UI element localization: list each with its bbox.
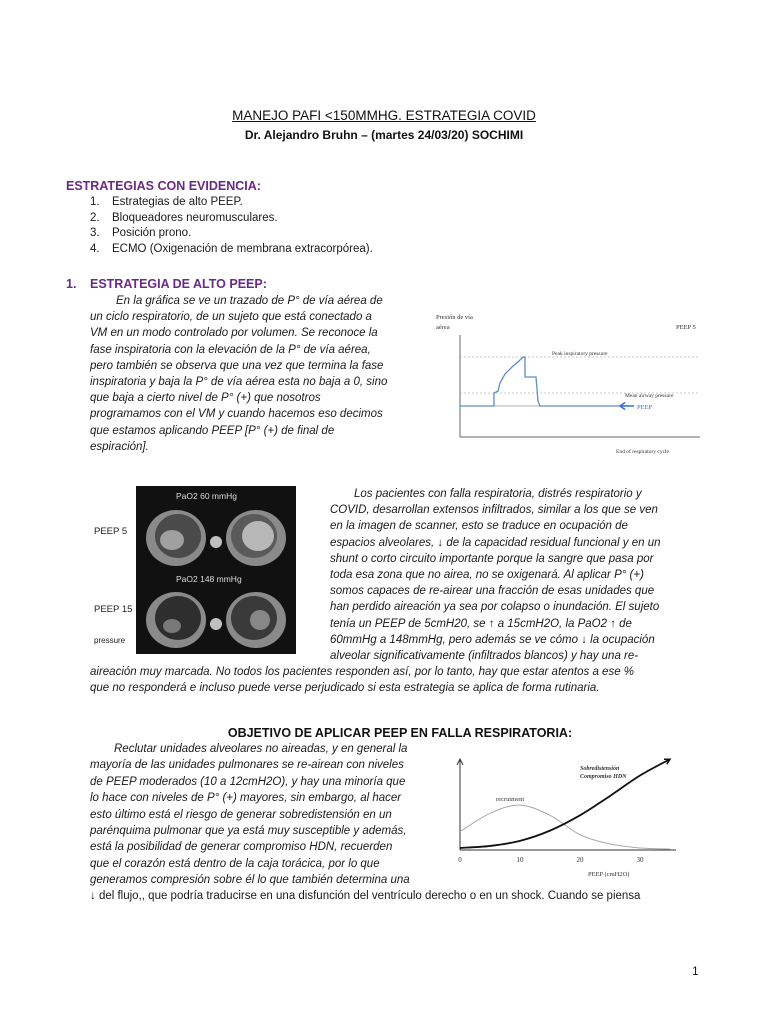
recruitment-curve: [460, 805, 670, 849]
peep-arrow-icon: [620, 403, 634, 410]
text-line: alveolar significativamente (infiltrados blancos) y hay una re-: [330, 650, 639, 663]
text-line: que estamos aplicando PEEP [P° (+) de final de: [90, 424, 335, 437]
document-title: MANEJO PAFI <150MMHG. ESTRATEGIA COVID: [232, 108, 536, 123]
y-label-1: Presión de vía: [436, 314, 473, 321]
text-line: generamos compresión sobre él lo que también determina una: [90, 874, 410, 887]
text-line: somos capaces de re-airear una fracción de esas unidades que: [330, 585, 655, 598]
peep-level-label: PEEP 5: [676, 324, 696, 331]
x-tick-label: 20: [576, 856, 584, 864]
text-line: fase inspiratoria con la elevación de la P° de vía aérea,: [90, 343, 371, 356]
pao2-label-1: PaO2 60 mmHg: [176, 491, 237, 501]
text-line: en la imagen de scanner, esto se traduce en ocupación de: [330, 520, 628, 533]
airway-pressure-figure: [430, 305, 720, 460]
evidence-list: [90, 195, 373, 257]
overdistension-curve: [460, 759, 670, 848]
evidence-heading: ESTRATEGIAS CON EVIDENCIA:: [66, 179, 261, 193]
list-item: 3. Posición prono.: [90, 227, 192, 239]
hemodynamic-label: Compromiso HDN: [580, 774, 627, 780]
text-line: programamos con el VM y cuando hacemos eso decimos: [90, 408, 383, 421]
text-line: inspiratoria y baja la P° de vía aérea esta no baja a 0, sino: [90, 376, 388, 389]
text-line: espiración].: [90, 440, 149, 453]
text-line: que el corazón está dentro de la caja torácica, por lo que: [90, 857, 380, 870]
list-item: 1. Estrategias de alto PEEP.: [90, 196, 243, 208]
text-line: de PEEP moderados (10 a 12cmH2O), y hay una minoría que: [90, 775, 406, 788]
text-line: Los pacientes con falla respiratoria, distrés respiratorio y: [354, 488, 642, 500]
text-line: aireación muy marcada. No todos los pacientes responden así, por lo tanto, hay que estar atentos a ese %: [90, 666, 635, 678]
text-line: toda esa zona que no airea, no se oxigenará. Al aplicar P° (+): [330, 569, 644, 582]
text-line: Reclutar unidades alveolares no aireadas, y en general la: [114, 743, 408, 755]
text-line: tenía un PEEP de 5cmH20, se ↑ a 15cmH2O, la PaO2 ↑ de: [330, 617, 632, 630]
section2-paragraph-continued: [90, 664, 702, 696]
text-line: parénquima pulmonar que ya está muy susceptible y además,: [90, 825, 407, 838]
y-label-2: aérea: [436, 324, 450, 331]
text-line: En la gráfica se ve un trazado de P° de vía aérea de: [116, 295, 383, 307]
ct-scan-peep15: [136, 570, 296, 654]
text-line: pero también se observa que una vez que termina la fase: [90, 359, 384, 372]
peep-arrow-label: PEEP: [637, 404, 653, 411]
text-line: esto último está el riesgo de generar sobredistensión en un: [90, 808, 392, 821]
objective-last-line: ↓ del flujo,, que podría traducirse en una disfunción del ventrículo derecho o en un shock. Cuando se piensa: [90, 890, 641, 902]
x-tick-label: 30: [636, 856, 644, 864]
ct-row1-label: PEEP 5: [94, 526, 128, 537]
section1-heading: 1. ESTRATEGIA DE ALTO PEEP:: [66, 277, 267, 291]
pressure-trace: [460, 357, 630, 406]
chart-ticks: [458, 856, 644, 864]
ct-row2-label: PEEP 15: [94, 604, 133, 615]
list-item: 4. ECMO (Oxigenación de membrana extracorpórea).: [90, 242, 373, 255]
pao2-label-2: PaO2 148 mmHg: [176, 574, 242, 584]
text-line: que baja a cierto nivel de P° (+) que nosotros: [90, 392, 321, 405]
text-line: mayoría de las unidades pulmonares se re-airean con niveles: [90, 759, 404, 772]
x-tick-label: 10: [516, 856, 524, 864]
text-line: COVID, desarrollan extensos infiltrados, similar a los que se ven: [330, 504, 658, 517]
section2-paragraph: [330, 486, 700, 664]
chart-series: [460, 759, 670, 849]
overdistension-label: Sobredistensión: [580, 766, 620, 772]
end-cycle-label: End of respiratory cycle: [616, 449, 669, 455]
ct-caption: pressure: [94, 636, 126, 645]
text-line: shunt o corto circuito importante porque la sangre que pasa por: [330, 552, 654, 565]
objective-heading: OBJETIVO DE APLICAR PEEP EN FALLA RESPIRATORIA:: [227, 726, 573, 740]
page-number: 1: [692, 964, 699, 978]
text-line: VM en un modo controlado por volumen. Se reconoce la: [90, 327, 378, 340]
text-line: han perdido aireación ya sea por colapso o inundación. El sujeto: [330, 601, 660, 614]
text-line: 60mmHg a 148mmHg, pero además se ve cómo ↓ la ocupación: [330, 633, 655, 646]
mean-label: Mean airway pressure: [625, 393, 674, 399]
objective-paragraph: [90, 741, 440, 889]
text-line: espacios alveolares, ↓ de la capacidad residual funcional y en un: [330, 536, 661, 549]
x-tick-label: 0: [458, 856, 462, 864]
text-line: lo hace con niveles de P° (+) mayores, sin embargo, al hacer: [90, 792, 402, 805]
list-item: 2. Bloqueadores neuromusculares.: [90, 211, 278, 224]
ct-scan-peep5: [136, 486, 296, 570]
recruitment-label: recrutment: [496, 796, 525, 804]
document-subtitle: Dr. Alejandro Bruhn – (martes 24/03/20) SOCHIMI: [244, 128, 524, 142]
text-line: un ciclo respiratorio, de un sujeto que está conectado a: [90, 311, 372, 324]
section1-paragraph: [90, 293, 416, 455]
x-axis-label: PEEP (cmH2O): [588, 871, 630, 878]
text-line: que no responderá e incluso puede verse perjudicado si esta estrategia se aplica de forma rutinaria.: [90, 682, 600, 695]
peep-effect-chart: [450, 742, 700, 882]
peak-label: Peak inspiratory pressure: [552, 351, 608, 357]
text-line: está la posibilidad de generar compromiso HDN, recuerden: [90, 841, 393, 854]
